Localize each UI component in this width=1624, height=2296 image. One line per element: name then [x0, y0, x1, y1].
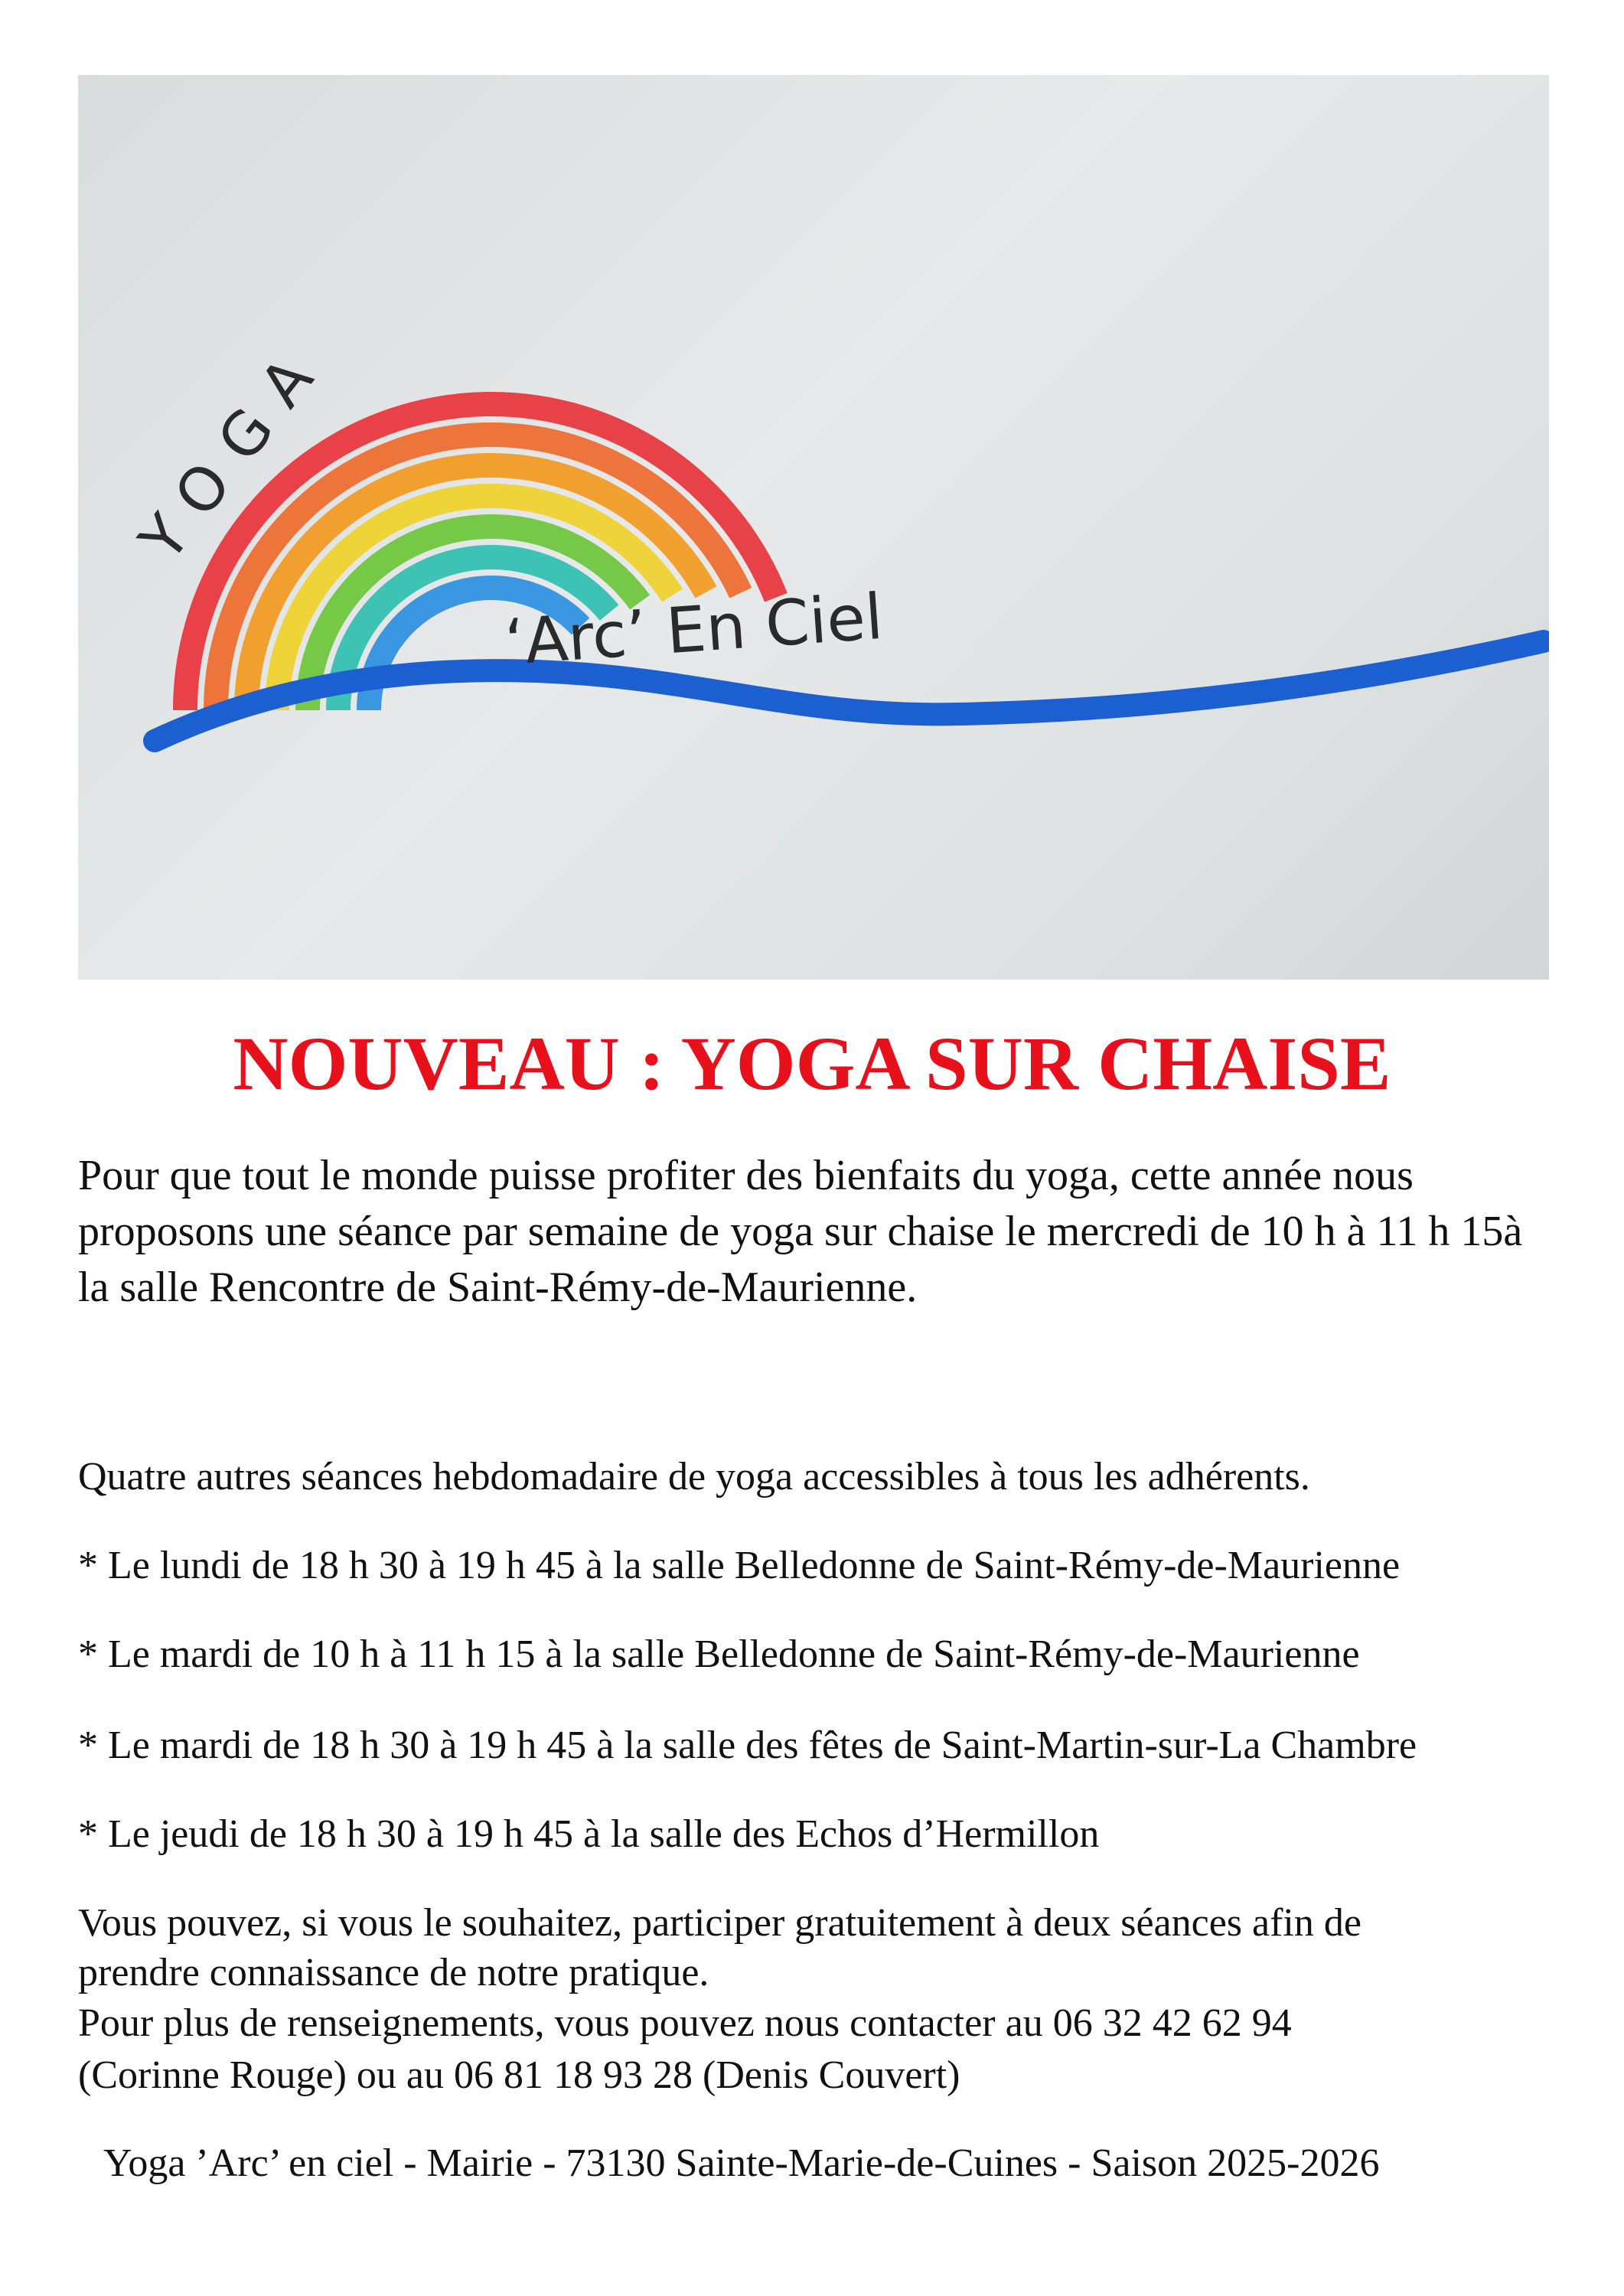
session-item: * Le lundi de 18 h 30 à 19 h 45 à la salle Belledonne de Saint-Rémy-de-Maurienne [78, 1544, 1401, 1587]
logo-tagline: ‘Arc’ En Ciel [502, 580, 885, 680]
trial-line: prendre connaissance de notre pratique. [78, 1951, 709, 1994]
footer-address: Yoga ’Arc’ en ciel - Mairie - 73130 Sainte-Marie-de-Cuines - Saison 2025-2026 [103, 2141, 1380, 2185]
logo-photo [78, 75, 1549, 980]
contact-line: (Corinne Rouge) ou au 06 81 18 93 28 (Denis Couvert) [78, 2053, 960, 2097]
page-title: NOUVEAU : YOGA SUR CHAISE [233, 1021, 1391, 1106]
blue-wave [155, 641, 1544, 741]
rainbow-logo [78, 75, 1549, 980]
contact-line: Pour plus de renseignements, vous pouvez nous contacter au 06 32 42 62 94 [78, 2001, 1292, 2045]
session-item: * Le mardi de 10 h à 11 h 15 à la salle Belledonne de Saint-Rémy-de-Maurienne [78, 1632, 1360, 1676]
sessions-intro: Quatre autres séances hebdomadaire de yoga accessibles à tous les adhérents. [78, 1455, 1310, 1499]
logo-yoga-text: YOGA [127, 327, 341, 574]
session-item: * Le jeudi de 18 h 30 à 19 h 45 à la salle des Echos d’Hermillon [78, 1812, 1100, 1856]
trial-line: Vous pouvez, si vous le souhaitez, participer gratuitement à deux séances afin de [78, 1901, 1361, 1945]
session-item: * Le mardi de 18 h 30 à 19 h 45 à la salle des fêtes de Saint-Martin-sur-La Chambre [78, 1724, 1417, 1767]
intro-paragraph: Pour que tout le monde puisse profiter des bienfaits du yoga, cette année nous proposons une séance par semaine de yoga sur chaise le mercredi de 10 h à 11 h 15à la salle Rencontre de Saint-Rémy-de-Maurienne. [78, 1152, 1523, 1311]
